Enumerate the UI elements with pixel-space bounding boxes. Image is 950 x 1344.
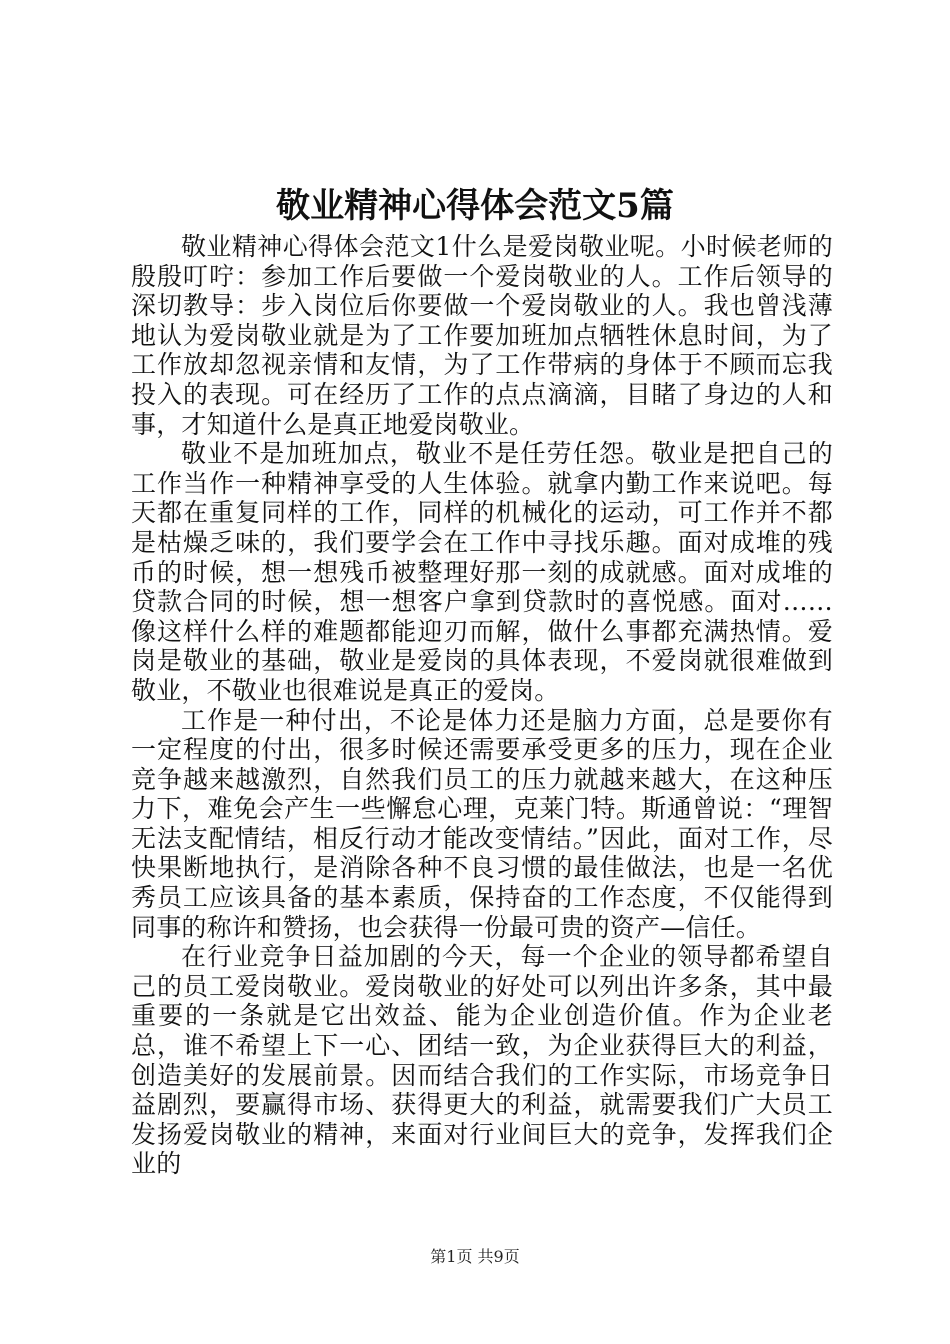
document-body [131,232,833,1179]
paragraph: 在行业竞争日益加剧的今天，每一个企业的领导都希望自己的员工爱岗敬业。爱岗敬业的好处可以列出许多条，其中最重要的一条就是它出效益、能为企业创造价值。作为企业老总，谁不希望上下一心、团结一致，为企业获得巨大的利益，创造美好的发展前景。因而结合我们的工作实际，市场竞争日益剧烈，要赢得市场、获得更大的利益，就需要我们广大员工发扬爱岗敬业的精神，来面对行业间巨大的竞争，发挥我们企业的 [131,942,833,1179]
paragraph: 工作是一种付出，不论是体力还是脑力方面，总是要你有一定程度的付出，很多时候还需要承受更多的压力，现在企业竞争越来越激烈，自然我们员工的压力就越来越大，在这种压力下，难免会产生一些懈怠心理，克莱门特。斯通曾说：“理智无法支配情结，相反行动才能改变情结。”因此，面对工作，尽快果断地执行，是消除各种不良习惯的最佳做法，也是一名优秀员工应该具备的基本素质，保持奋的工作态度，不仅能得到同事的称许和赞扬，也会获得一份最可贵的资产—信任。 [131,705,833,942]
paragraph: 敬业精神心得体会范文1什么是爱岗敬业呢。小时候老师的殷殷叮咛：参加工作后要做一个爱岗敬业的人。工作后领导的深切教导：步入岗位后你要做一个爱岗敬业的人。我也曾浅薄地认为爱岗敬业就是为了工作要加班加点牺牲休息时间，为了工作放却忽视亲情和友情，为了工作带病的身体于不顾而忘我投入的表现。可在经历了工作的点点滴滴，目睹了身边的人和事，才知道什么是真正地爱岗敬业。 [131,232,833,439]
document-title: 敬业精神心得体会范文5篇 [276,186,674,226]
paragraph: 敬业不是加班加点，敬业不是任劳任怨。敬业是把自己的工作当作一种精神享受的人生体验。就拿内勤工作来说吧。每天都在重复同样的工作，同样的机械化的运动，可工作并不都是枯燥乏味的，我们要学会在工作中寻找乐趣。面对成堆的残币的时候，想一想残币被整理好那一刻的成就感。面对成堆的贷款合同的时候，想一想客户拿到贷款时的喜悦感。面对……像这样什么样的难题都能迎刃而解，做什么事都充满热情。爱岗是敬业的基础，敬业是爱岗的具体表现，不爱岗就很难做到敬业，不敬业也很难说是真正的爱岗。 [131,439,833,705]
page-number-footer: 第1页 共9页 [430,1247,520,1266]
